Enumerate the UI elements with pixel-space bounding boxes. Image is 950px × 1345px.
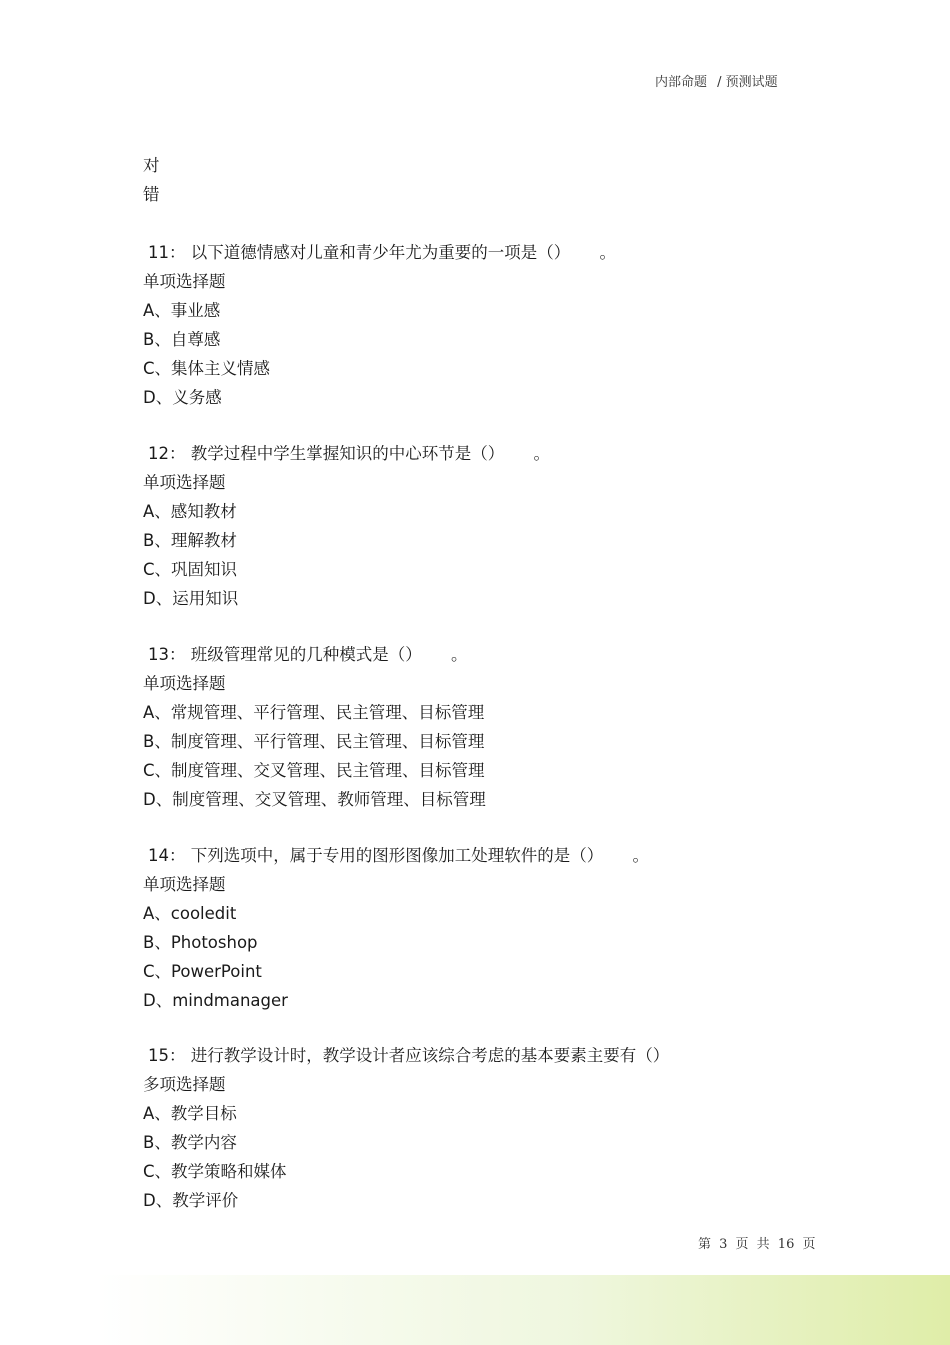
question-12: [143, 439, 550, 613]
option-a: A、常规管理、平行管理、民主管理、目标管理: [143, 703, 485, 722]
question-end: 。: [533, 444, 550, 463]
question-13: [143, 640, 486, 814]
question-14: [143, 841, 649, 1015]
question-text: 进行教学设计时，教学设计者应该综合考虑的基本要素主要有（）: [190, 1046, 670, 1065]
question-end: 。: [599, 243, 616, 262]
option-d: D、mindmanager: [143, 991, 288, 1010]
option-false: 错: [143, 185, 160, 204]
page-header: [655, 71, 778, 90]
question-text: 以下道德情感对儿童和青少年尤为重要的一项是（）: [190, 243, 571, 262]
question-11: [143, 238, 616, 412]
option-c: C、巩固知识: [143, 560, 238, 579]
option-d: D、教学评价: [143, 1191, 239, 1210]
option-c: C、集体主义情感: [143, 359, 271, 378]
question-text: 班级管理常见的几种模式是（）: [190, 645, 422, 664]
question-title: [143, 841, 649, 870]
header-left: 内部命题: [655, 75, 708, 90]
question-end: 。: [632, 846, 649, 865]
question-number: 14：: [148, 846, 186, 865]
question-number: 11：: [148, 243, 186, 262]
option-c: C、制度管理、交叉管理、民主管理、目标管理: [143, 761, 485, 780]
option-d: D、制度管理、交叉管理、教师管理、目标管理: [143, 790, 486, 809]
question-type: 单项选择题: [143, 473, 226, 492]
option-true: 对: [143, 156, 160, 175]
question-type: 单项选择题: [143, 674, 226, 693]
question-15: [143, 1041, 669, 1215]
option-b: B、教学内容: [143, 1133, 237, 1152]
header-right: / 预测试题: [717, 75, 778, 90]
question-text: 下列选项中，属于专用的图形图像加工处理软件的是（）: [190, 846, 604, 865]
previous-question-options: [143, 151, 160, 209]
option-b: B、Photoshop: [143, 933, 258, 952]
option-a: A、感知教材: [143, 502, 237, 521]
question-number: 13：: [148, 645, 186, 664]
option-d: D、义务感: [143, 388, 222, 407]
option-c: C、教学策略和媒体: [143, 1162, 287, 1181]
question-title: [143, 640, 486, 669]
option-b: B、制度管理、平行管理、民主管理、目标管理: [143, 732, 485, 751]
question-type: 多项选择题: [143, 1075, 226, 1094]
question-number: 12：: [148, 444, 186, 463]
option-b: B、理解教材: [143, 531, 237, 550]
question-type: 单项选择题: [143, 875, 226, 894]
page-footer: 第 3 页 共 16 页: [698, 1237, 816, 1252]
option-b: B、自尊感: [143, 330, 221, 349]
question-text: 教学过程中学生掌握知识的中心环节是（）: [190, 444, 505, 463]
question-title: [143, 1041, 669, 1070]
option-a: A、事业感: [143, 301, 221, 320]
question-type: 单项选择题: [143, 272, 226, 291]
option-c: C、PowerPoint: [143, 962, 262, 981]
option-a: A、cooledit: [143, 904, 237, 923]
question-number: 15：: [148, 1046, 186, 1065]
option-a: A、教学目标: [143, 1104, 237, 1123]
question-title: [143, 439, 550, 468]
decorative-gradient-band: [0, 1275, 950, 1345]
question-end: 。: [451, 645, 468, 664]
option-d: D、运用知识: [143, 589, 239, 608]
question-title: [143, 238, 616, 267]
